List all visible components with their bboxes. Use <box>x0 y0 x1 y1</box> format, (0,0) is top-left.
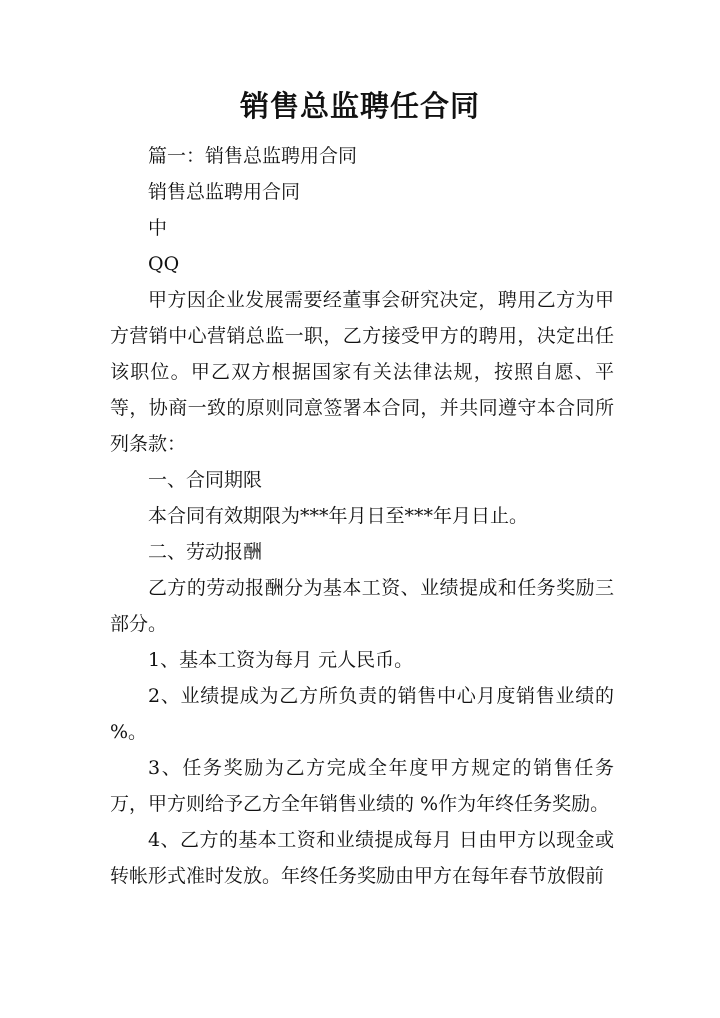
paragraph-term: 本合同有效期限为***年月日至***年月日止。 <box>148 505 529 527</box>
clause-commission: 2、业绩提成为乙方所负责的销售中心月度销售业绩的 %。 <box>110 685 614 743</box>
document-title: 销售总监聘任合同 <box>239 89 480 123</box>
clause-payment: 4、乙方的基本工资和业绩提成每月 日由甲方以现金或转帐形式准时发放。年终任务奖励由甲方在每年春节放假前 <box>110 829 614 887</box>
section-heading-term: 一、合同期限 <box>148 469 263 491</box>
document-body <box>110 138 614 894</box>
paragraph-compensation: 乙方的劳动报酬分为基本工资、业绩提成和任务奖励三部分。 <box>110 577 614 635</box>
paragraph-contract-name: 销售总监聘用合同 <box>148 181 301 203</box>
paragraph-fragment: QQ <box>148 253 180 275</box>
clause-task-bonus: 3、任务奖励为乙方完成全年度甲方规定的销售任务 万，甲方则给予乙方全年销售业绩的 %作为年终任务奖励。 <box>110 757 614 815</box>
paragraph-fragment: 中 <box>148 217 168 239</box>
section-heading-compensation: 二、劳动报酬 <box>148 541 263 563</box>
paragraph-subtitle: 篇一：销售总监聘用合同 <box>148 145 358 167</box>
clause-base-salary: 1、基本工资为每月 元人民币。 <box>148 649 414 671</box>
paragraph-preamble: 甲方因企业发展需要经董事会研究决定，聘用乙方为甲方营销中心营销总监一职，乙方接受甲方的聘用，决定出任该职位。甲乙双方根据国家有关法律法规，按照自愿、平等，协商一致的原则同意签署本合同，并共同遵守本合同所列条款： <box>110 289 614 455</box>
